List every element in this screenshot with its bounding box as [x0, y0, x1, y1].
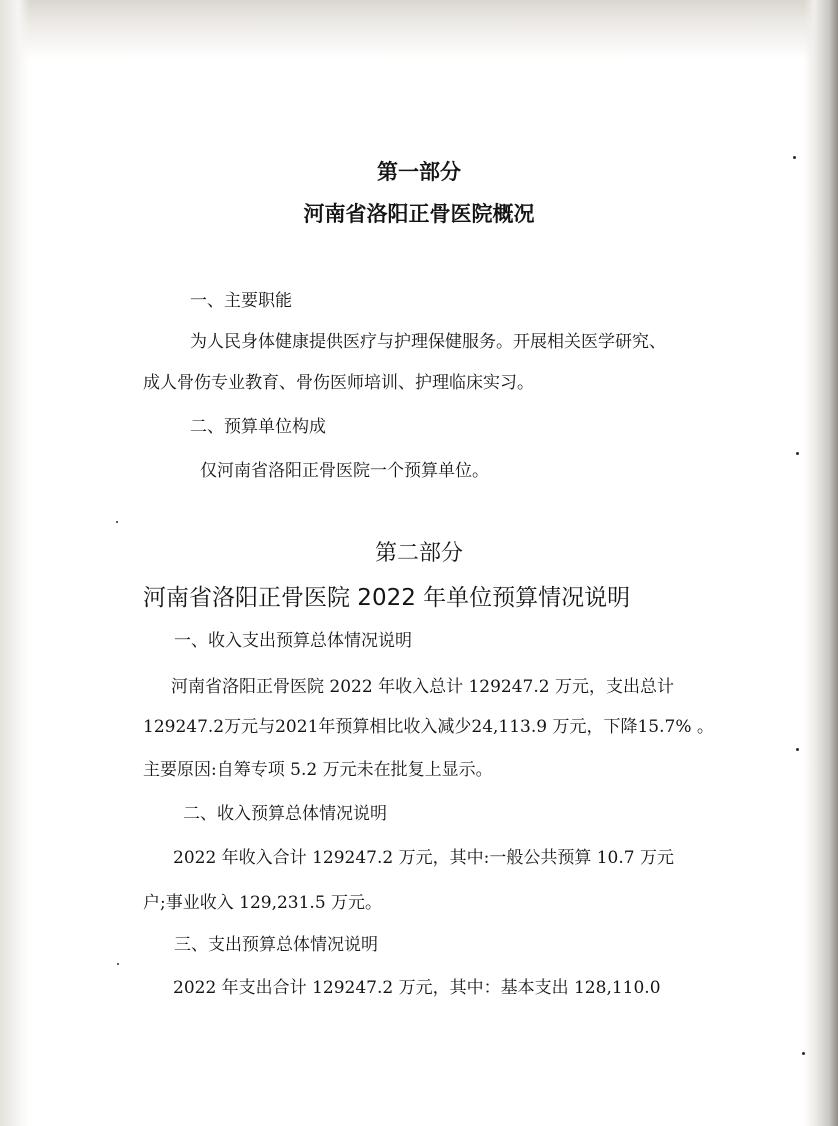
income-text-line2: 户;事业收入 129,231.5 万元。 — [143, 893, 383, 913]
overview-text-line2: 129247.2万元与2021年预算相比收入减少24,113.9 万元，下降15.7% 。 — [143, 717, 714, 737]
scan-shadow-top — [0, 0, 838, 60]
scan-speck — [796, 452, 799, 455]
scan-speck — [796, 748, 799, 751]
part1-heading: 第一部分 — [377, 160, 461, 184]
scan-speck — [116, 521, 118, 523]
expense-heading: 三、支出预算总体情况说明 — [174, 935, 378, 955]
overview-text-line1: 河南省洛阳正骨医院 2022 年收入总计 129247.2 万元，支出总计 — [171, 677, 674, 697]
section1-heading: 一、主要职能 — [190, 291, 292, 311]
part2-heading: 第二部分 — [374, 541, 463, 566]
part2-title: 河南省洛阳正骨医院 2022 年单位预算情况说明 — [143, 585, 631, 611]
overview-text-line3: 主要原因:自筹专项 5.2 万元未在批复上显示。 — [143, 760, 493, 780]
section2-heading: 二、预算单位构成 — [190, 417, 326, 437]
scan-speck — [802, 1052, 805, 1055]
section2-text-line1: 仅河南省洛阳正骨医院一个预算单位。 — [200, 461, 489, 481]
part1-title: 河南省洛阳正骨医院概况 — [303, 202, 535, 226]
income-text-line1: 2022 年收入合计 129247.2 万元，其中:一般公共预算 10.7 万元 — [173, 848, 674, 868]
income-heading: 二、收入预算总体情况说明 — [183, 804, 387, 824]
scan-speck — [117, 963, 119, 965]
overview-heading: 一、收入支出预算总体情况说明 — [174, 631, 412, 651]
expense-text-line1: 2022 年支出合计 129247.2 万元，其中：基本支出 128,110.0 — [173, 978, 661, 998]
section1-text-line1: 为人民身体健康提供医疗与护理保健服务。开展相关医学研究、 — [190, 332, 666, 352]
section1-text-line2: 成人骨伤专业教育、骨伤医师培训、护理临床实习。 — [143, 373, 534, 393]
